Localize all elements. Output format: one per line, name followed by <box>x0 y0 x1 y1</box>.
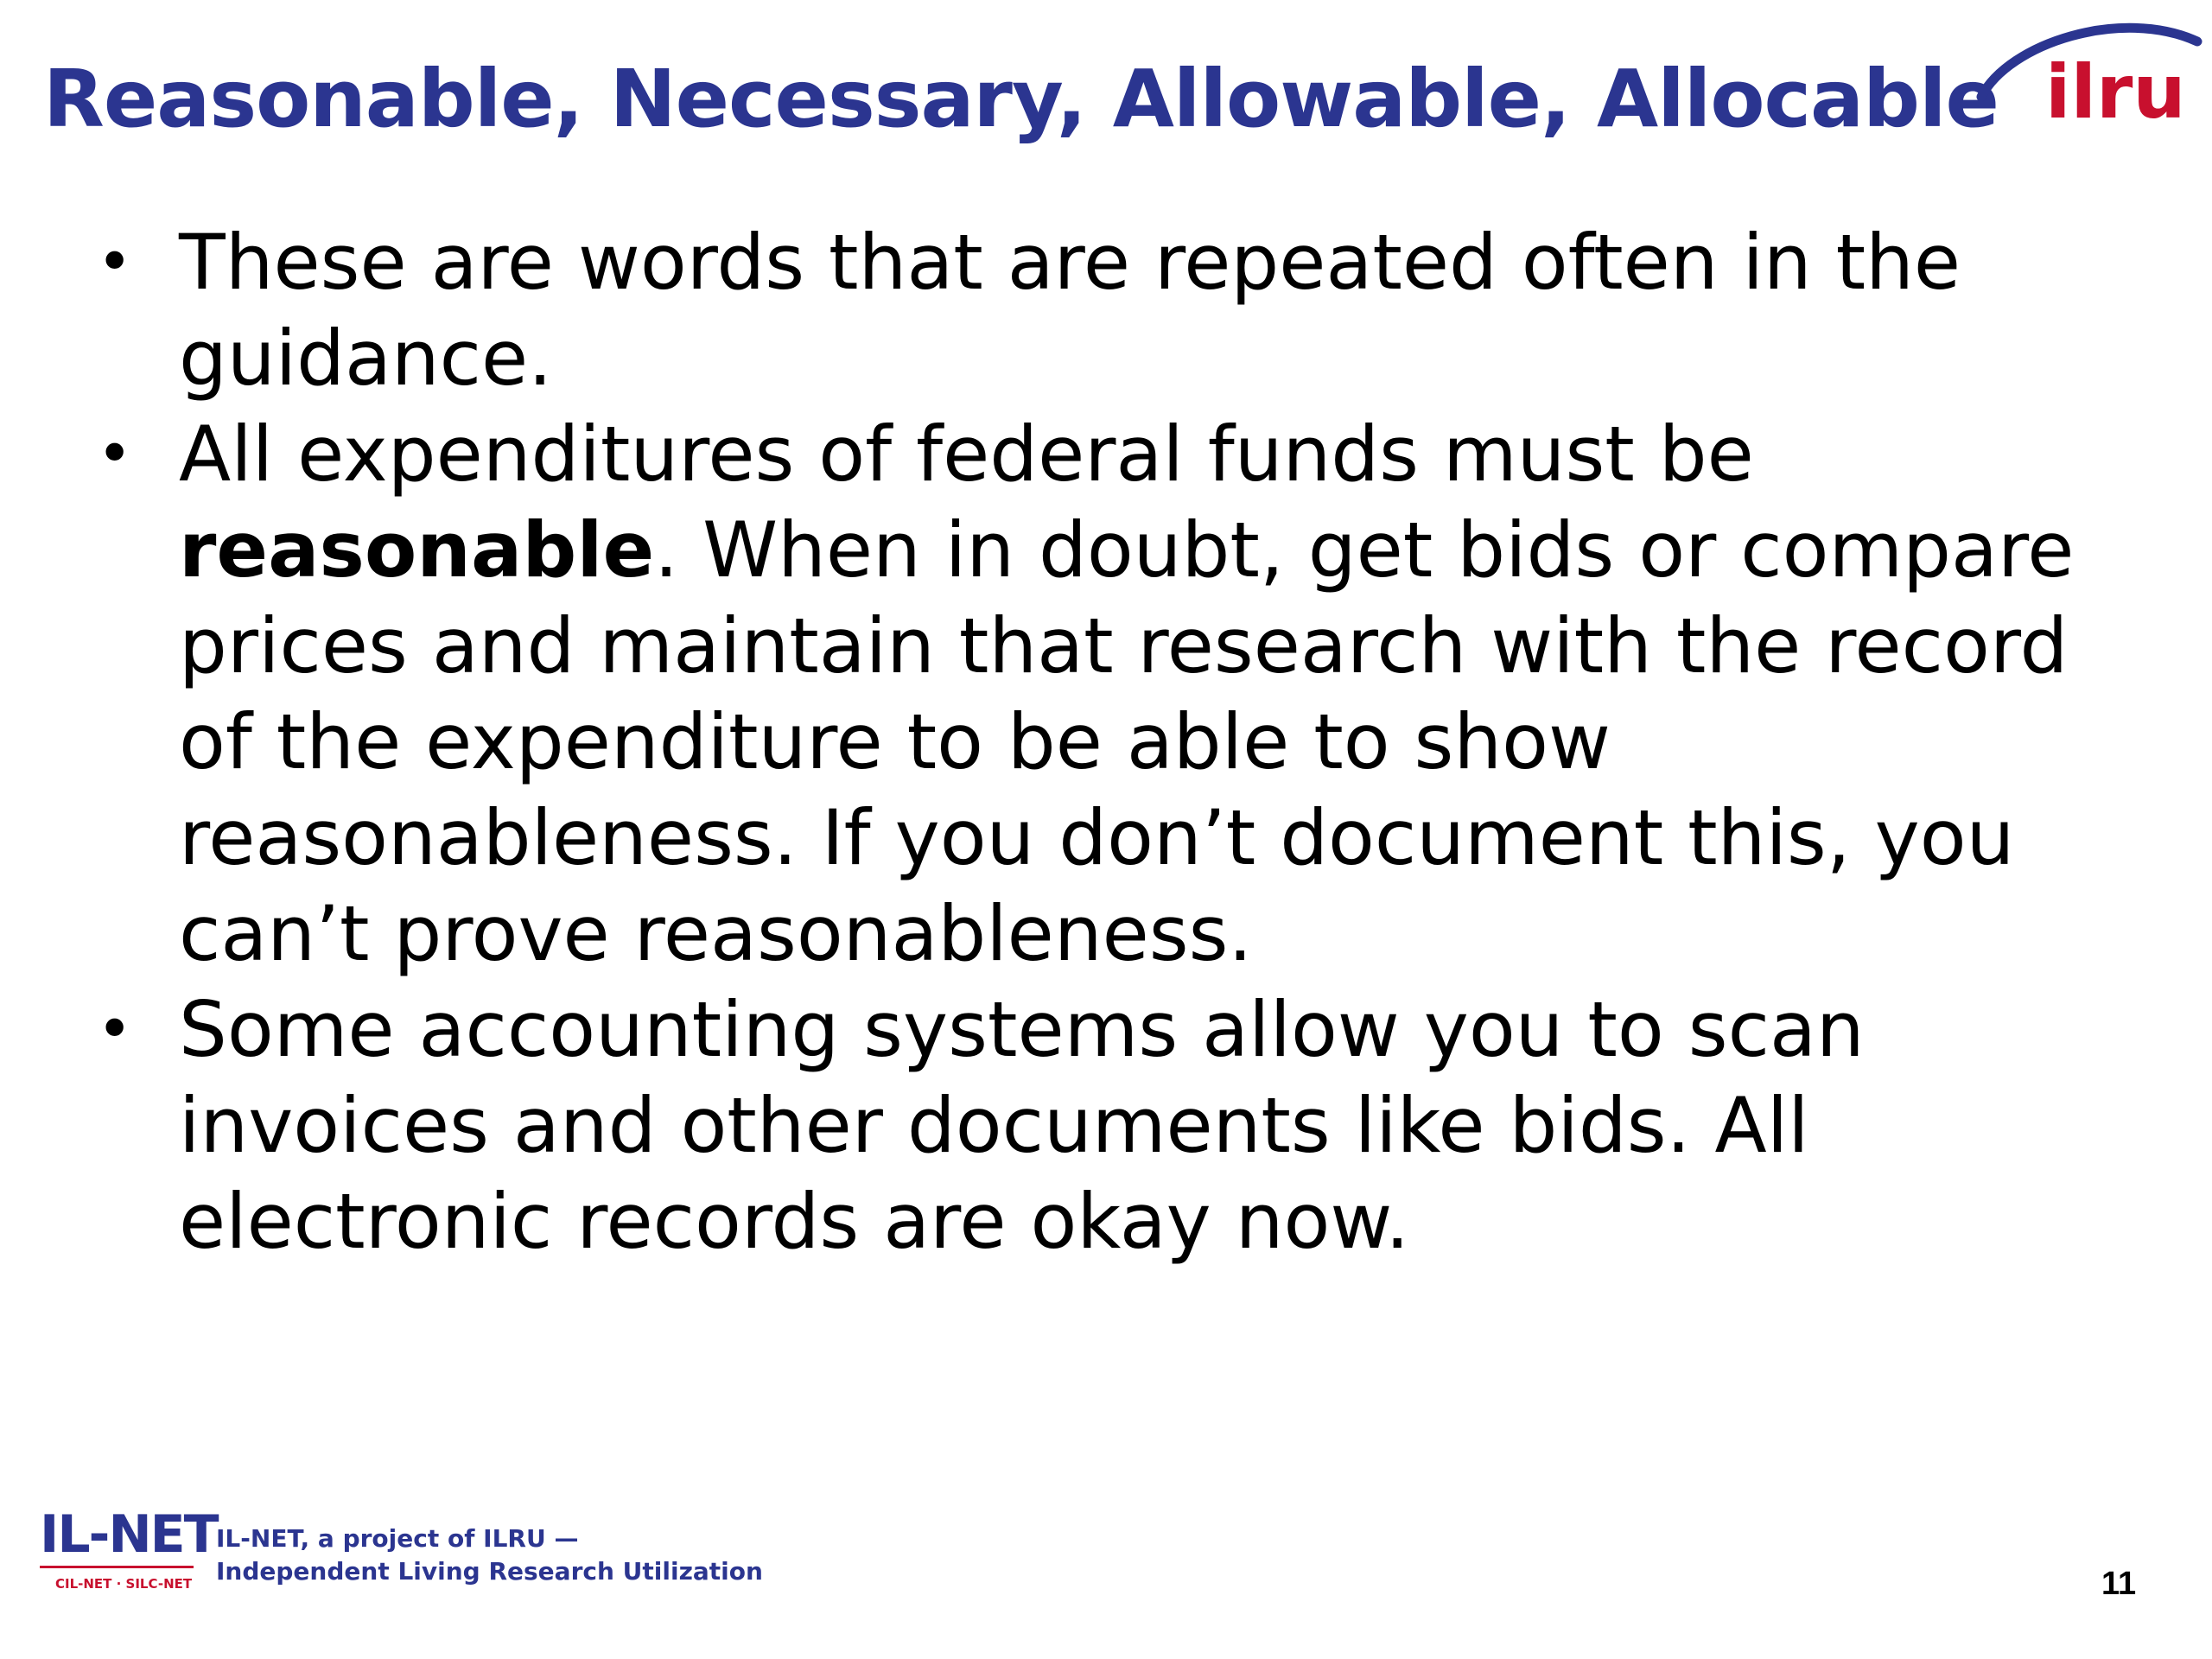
bullet-text-segment: Some accounting systems allow you to scan invoices and other documents like bids. All electronic records are okay now. <box>179 985 1865 1266</box>
bullet-text-segment: All expenditures of federal funds must be <box>179 410 1754 499</box>
ilnet-logo-text: IL-NET <box>40 1504 218 1565</box>
bullet-dot: • <box>97 418 133 489</box>
page-number: 11 <box>2101 1566 2137 1602</box>
bullet-item <box>86 406 2160 982</box>
footer-line-1: IL-NET, a project of ILRU — <box>216 1524 579 1553</box>
ilru-logo-text: ilru <box>2045 49 2186 136</box>
bullet-text <box>179 218 1961 403</box>
ilnet-logo <box>40 1504 218 1604</box>
bullet-dot: • <box>97 226 133 297</box>
slide-title: Reasonable, Necessary, Allowable, Allocable <box>43 53 1999 145</box>
bullet-text-segment: These are words that are repeated often in the guidance. <box>179 218 1961 403</box>
bullet-item <box>86 982 2160 1269</box>
footer-credit <box>216 1522 763 1588</box>
bullet-text <box>179 985 1865 1266</box>
bullet-list <box>86 214 2160 1269</box>
bullet-text <box>179 410 2074 978</box>
bullet-item <box>86 214 2160 406</box>
footer-line-2: Independent Living Research Utilization <box>216 1557 763 1586</box>
bullet-bold-keyword: reasonable <box>179 505 655 594</box>
ilru-logo <box>1974 9 2206 138</box>
bullet-dot: • <box>97 994 133 1065</box>
ilnet-logo-rule <box>40 1566 194 1568</box>
ilnet-logo-subtitle: CIL-NET · SILC-NET <box>55 1576 193 1592</box>
bullet-text-segment: . When in doubt, get bids or compare prices and maintain that research with the record of the expenditure to be able to show reasonableness. If you don’t document this, you can’t prove reasonableness. <box>179 505 2075 978</box>
